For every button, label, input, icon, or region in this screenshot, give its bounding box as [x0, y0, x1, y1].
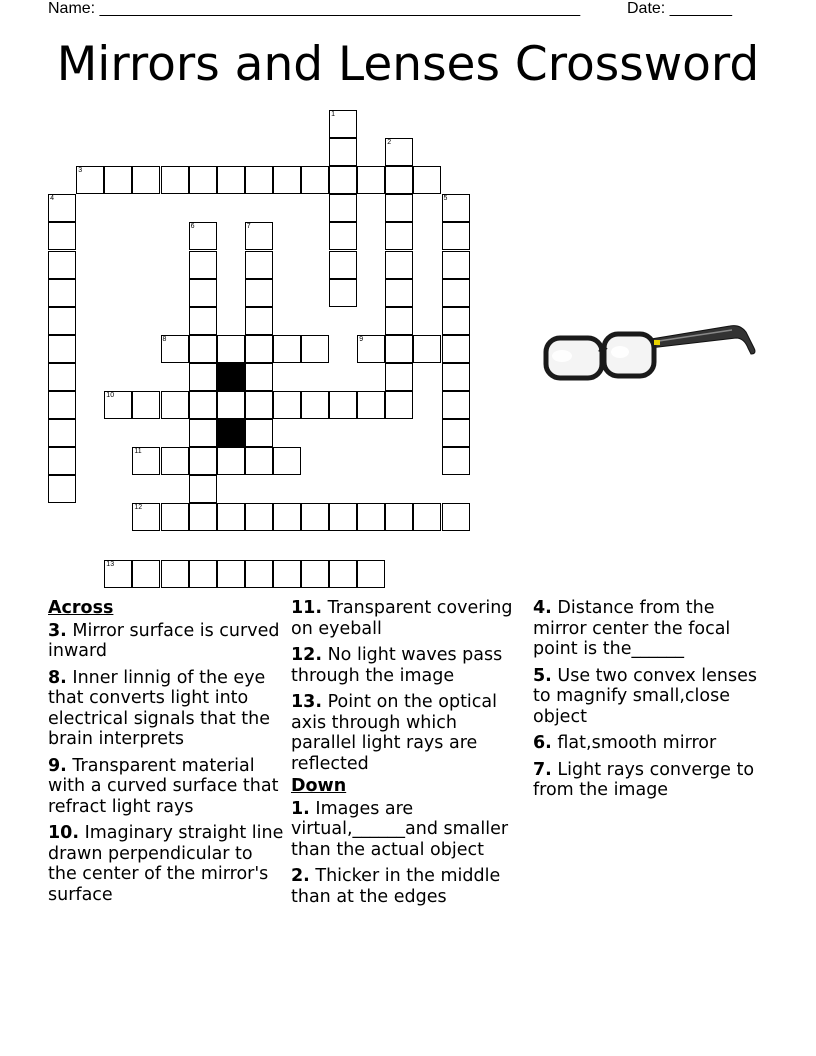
- grid-cell[interactable]: [189, 363, 217, 391]
- clue-number-label: 2: [387, 139, 392, 147]
- grid-cell[interactable]: [189, 222, 217, 250]
- clue-number-label: 7: [246, 223, 251, 231]
- clue-across-11: 11. Transparent covering on eyeball: [291, 598, 513, 639]
- date-field-label: Date: _______: [627, 0, 732, 17]
- clue-number-label: 1: [331, 111, 335, 118]
- grid-cell[interactable]: [189, 447, 217, 475]
- grid-cell[interactable]: [442, 194, 470, 222]
- clues-column-1: [48, 598, 284, 911]
- clue-across-3: 3. Mirror surface is curved inward: [48, 620, 280, 661]
- clue-number-label: 10: [106, 392, 115, 399]
- grid-cell[interactable]: [161, 166, 189, 194]
- grid-cell[interactable]: [104, 391, 132, 419]
- grid-cell[interactable]: [329, 222, 357, 250]
- grid-cell[interactable]: [385, 166, 413, 194]
- grid-cell[interactable]: [329, 560, 357, 588]
- grid-cell[interactable]: [329, 110, 357, 138]
- clues-column-3: [533, 598, 765, 807]
- clue-number-label: 4: [50, 195, 54, 203]
- grid-cell[interactable]: [48, 363, 76, 391]
- grid-cell[interactable]: [329, 194, 357, 222]
- grid-cell[interactable]: [217, 560, 245, 588]
- grid-cell[interactable]: [385, 138, 413, 166]
- grid-cell[interactable]: [442, 419, 470, 447]
- grid-cell[interactable]: [48, 307, 76, 335]
- grid-cell[interactable]: [385, 222, 413, 250]
- grid-cell[interactable]: [273, 503, 301, 531]
- clue-number-label: 13: [106, 560, 115, 568]
- grid-cell[interactable]: [245, 503, 273, 531]
- grid-cell[interactable]: [245, 363, 273, 391]
- grid-cell[interactable]: [104, 166, 132, 194]
- grid-cell[interactable]: [329, 138, 357, 166]
- grid-cell[interactable]: [442, 335, 470, 363]
- black-square: [217, 363, 245, 391]
- grid-cell[interactable]: [161, 560, 189, 588]
- black-square: [217, 419, 245, 447]
- grid-cell[interactable]: [48, 419, 76, 447]
- grid-cell[interactable]: [48, 335, 76, 363]
- grid-cell[interactable]: [76, 166, 104, 194]
- grid-cell[interactable]: [217, 447, 245, 475]
- grid-cell[interactable]: [189, 251, 217, 279]
- grid-cell[interactable]: [442, 222, 470, 250]
- clue-down-2: 2. Thicker in the middle than at the edges: [291, 866, 501, 907]
- grid-cell[interactable]: [301, 560, 329, 588]
- grid-cell[interactable]: [357, 560, 385, 588]
- grid-cell[interactable]: [273, 335, 301, 363]
- grid-cell[interactable]: [217, 335, 245, 363]
- grid-cell[interactable]: [385, 335, 413, 363]
- clue-number-label: 3: [78, 167, 83, 175]
- grid-cell[interactable]: [442, 251, 470, 279]
- grid-cell[interactable]: [385, 251, 413, 279]
- grid-cell[interactable]: [48, 447, 76, 475]
- name-field-label: Name: ______________________________________________________: [48, 0, 581, 17]
- clue-number-label: 11: [134, 448, 142, 456]
- grid-cell[interactable]: [132, 166, 160, 194]
- grid-cell[interactable]: [301, 166, 329, 194]
- grid-cell[interactable]: [189, 166, 217, 194]
- grid-cell[interactable]: [385, 194, 413, 222]
- across-heading: Across: [48, 598, 114, 618]
- grid-cell[interactable]: [273, 166, 301, 194]
- grid-cell[interactable]: [245, 251, 273, 279]
- grid-cell[interactable]: [245, 335, 273, 363]
- grid-cell[interactable]: [217, 166, 245, 194]
- grid-cell[interactable]: [245, 560, 273, 588]
- grid-cell[interactable]: [104, 560, 132, 588]
- clue-number-label: 5: [443, 195, 448, 203]
- grid-cell[interactable]: [189, 419, 217, 447]
- grid-cell[interactable]: [357, 335, 385, 363]
- clue-number-label: 9: [359, 335, 364, 343]
- clue-number-label: 6: [190, 223, 195, 231]
- grid-cell[interactable]: [329, 391, 357, 419]
- grid-cell[interactable]: [245, 166, 273, 194]
- grid-cell[interactable]: [442, 447, 470, 475]
- grid-cell[interactable]: [245, 222, 273, 250]
- grid-cell[interactable]: [385, 391, 413, 419]
- grid-cell[interactable]: [132, 503, 160, 531]
- down-heading: Down: [291, 776, 347, 796]
- grid-cell[interactable]: [189, 475, 217, 503]
- grid-cell[interactable]: [413, 166, 441, 194]
- clue-down-6: 6. flat,smooth mirror: [533, 733, 717, 753]
- clue-across-13: 13. Point on the optical axis through which parallel light rays are reflected: [291, 692, 497, 774]
- clue-down-7: 7. Light rays converge to from the image: [533, 759, 755, 800]
- grid-cell[interactable]: [301, 503, 329, 531]
- clue-across-9: 9. Transparent material with a curved surface that refract light rays: [48, 755, 279, 817]
- grid-cell[interactable]: [273, 391, 301, 419]
- grid-cell[interactable]: [385, 307, 413, 335]
- clue-across-8: 8. Inner linnig of the eye that converts light into electrical signals that the brain interprets: [48, 667, 270, 749]
- grid-cell[interactable]: [161, 447, 189, 475]
- grid-cell[interactable]: [413, 503, 441, 531]
- grid-cell[interactable]: [245, 419, 273, 447]
- clue-across-12: 12. No light waves pass through the image: [291, 645, 503, 686]
- grid-cell[interactable]: [245, 447, 273, 475]
- grid-cell[interactable]: [301, 335, 329, 363]
- grid-cell[interactable]: [217, 391, 245, 419]
- clue-down-1: 1. Images are virtual,______and smaller than the actual object: [291, 798, 509, 860]
- page-title: Mirrors and Lenses Crossword: [56, 37, 760, 92]
- grid-cell[interactable]: [385, 503, 413, 531]
- grid-cell[interactable]: [48, 279, 76, 307]
- grid-cell[interactable]: [245, 307, 273, 335]
- grid-cell[interactable]: [161, 503, 189, 531]
- grid-cell[interactable]: [357, 391, 385, 419]
- grid-cell[interactable]: [189, 560, 217, 588]
- clues-column-2: [291, 598, 527, 913]
- grid-cell[interactable]: [189, 503, 217, 531]
- clue-down-4: 4. Distance from the mirror center the focal point is the______: [533, 598, 731, 659]
- grid-cell[interactable]: [161, 335, 189, 363]
- grid-cell[interactable]: [189, 335, 217, 363]
- grid-cell[interactable]: [329, 166, 357, 194]
- clue-down-5: 5. Use two convex lenses to magnify small,close object: [533, 665, 757, 727]
- grid-cell[interactable]: [385, 363, 413, 391]
- clue-number-label: 12: [134, 504, 143, 512]
- grid-cell[interactable]: [442, 391, 470, 419]
- grid-cell[interactable]: [245, 279, 273, 307]
- grid-cell[interactable]: [161, 391, 189, 419]
- grid-cell[interactable]: [301, 391, 329, 419]
- grid-cell[interactable]: [217, 503, 245, 531]
- grid-cell[interactable]: [329, 251, 357, 279]
- grid-cell[interactable]: [273, 447, 301, 475]
- grid-cell[interactable]: [357, 166, 385, 194]
- grid-cell[interactable]: [329, 503, 357, 531]
- grid-cell[interactable]: [357, 503, 385, 531]
- grid-cell[interactable]: [442, 503, 470, 531]
- grid-cell[interactable]: [273, 560, 301, 588]
- grid-cell[interactable]: [189, 391, 217, 419]
- grid-cell[interactable]: [442, 307, 470, 335]
- clue-across-10: 10. Imaginary straight line drawn perpendicular to the center of the mirror's surface: [48, 823, 284, 905]
- grid-cell[interactable]: [132, 560, 160, 588]
- grid-cell[interactable]: [48, 194, 76, 222]
- grid-cell[interactable]: [132, 391, 160, 419]
- grid-cell[interactable]: [385, 279, 413, 307]
- grid-cell[interactable]: [442, 363, 470, 391]
- grid-cell[interactable]: [189, 279, 217, 307]
- grid-cell[interactable]: [48, 475, 76, 503]
- grid-cell[interactable]: [413, 335, 441, 363]
- clue-number-label: 8: [162, 335, 167, 343]
- grid-cell[interactable]: [48, 251, 76, 279]
- grid-cell[interactable]: [442, 279, 470, 307]
- grid-cell[interactable]: [329, 279, 357, 307]
- grid-cell[interactable]: [48, 391, 76, 419]
- grid-cell[interactable]: [189, 307, 217, 335]
- grid-cell[interactable]: [48, 222, 76, 250]
- grid-cell[interactable]: [132, 447, 160, 475]
- eyeglasses-icon: [540, 318, 760, 388]
- grid-cell[interactable]: [245, 391, 273, 419]
